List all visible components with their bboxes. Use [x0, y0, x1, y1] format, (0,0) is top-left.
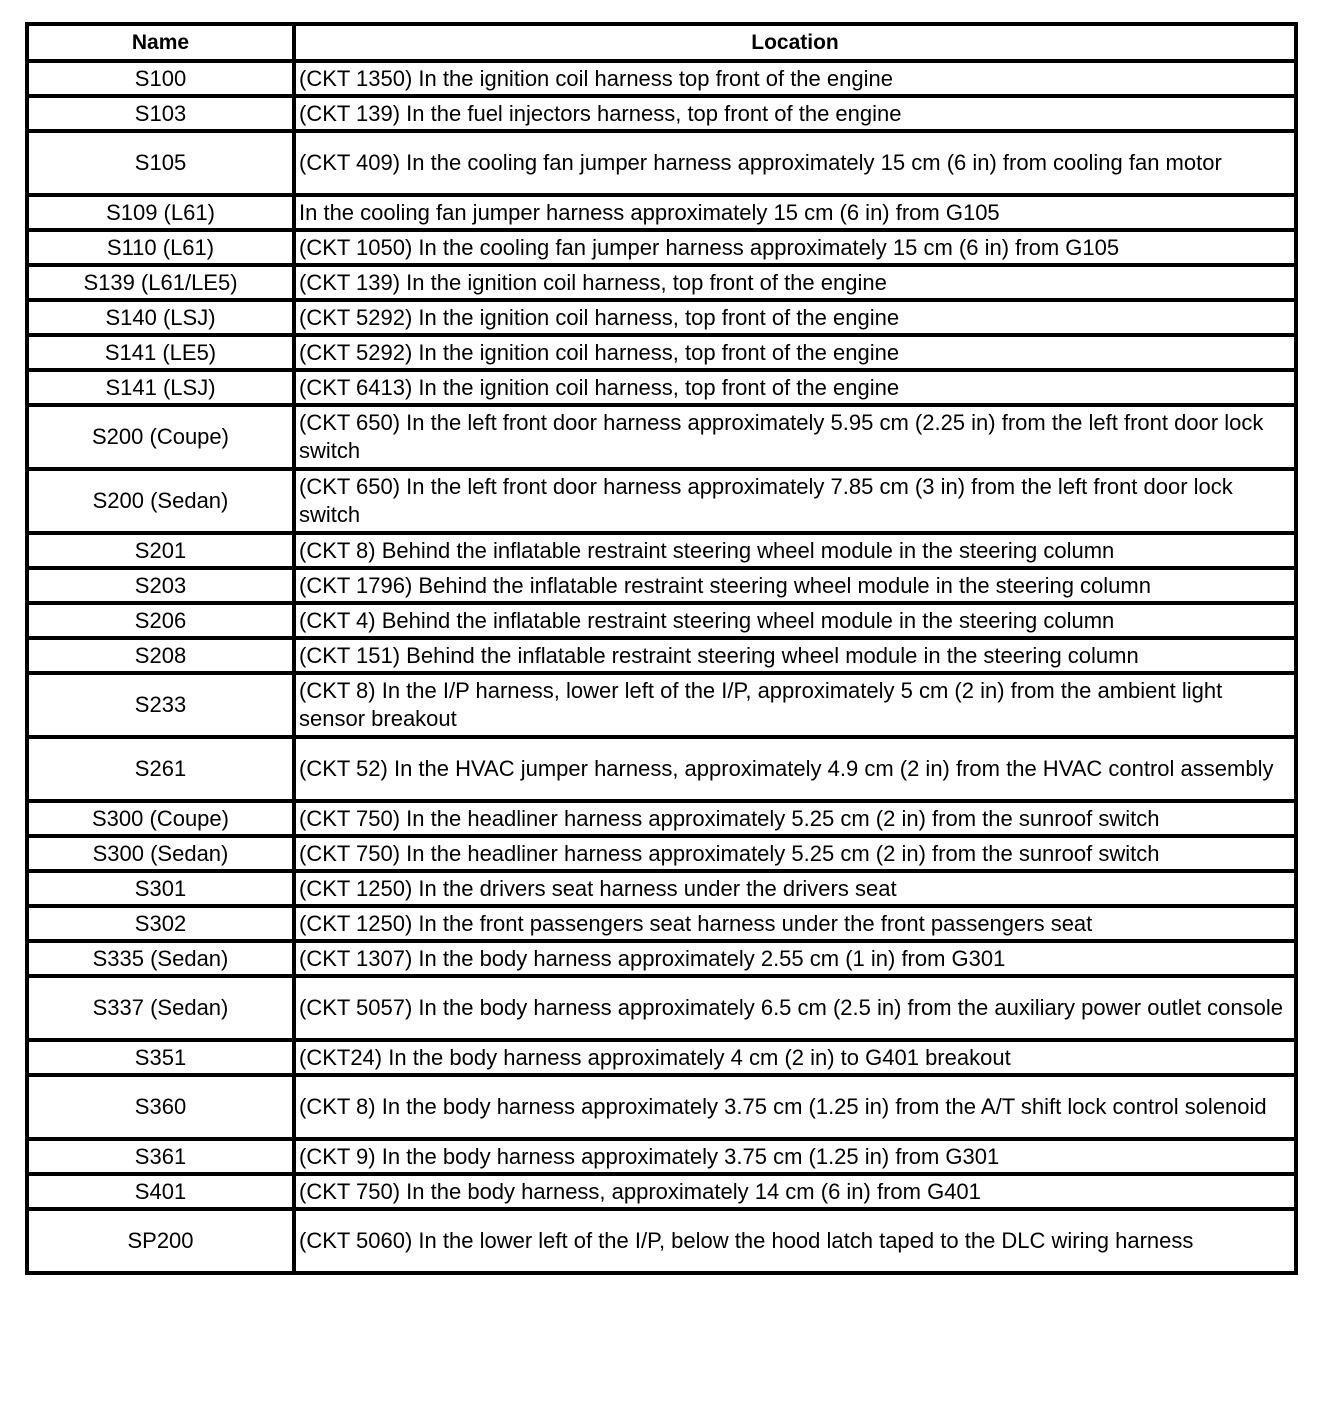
splice-location-cell: (CKT 1250) In the front passengers seat harness under the front passengers seat	[294, 906, 1296, 941]
table-row	[27, 265, 1296, 300]
splice-location-cell: (CKT 4) Behind the inflatable restraint steering wheel module in the steering column	[294, 603, 1296, 638]
splice-location-cell: (CKT 5292) In the ignition coil harness, top front of the engine	[294, 335, 1296, 370]
table-row	[27, 1209, 1296, 1273]
table-row	[27, 638, 1296, 673]
splice-name-cell: S337 (Sedan)	[27, 976, 294, 1040]
splice-name-cell: S206	[27, 603, 294, 638]
splice-name-cell: S302	[27, 906, 294, 941]
table-row	[27, 131, 1296, 195]
splice-location-cell: (CKT 8) In the I/P harness, lower left of the I/P, approximately 5 cm (2 in) from the ambient light sensor breakout	[294, 673, 1296, 737]
table-row	[27, 1075, 1296, 1139]
splice-name-cell: S301	[27, 871, 294, 906]
splice-name-cell: S401	[27, 1174, 294, 1209]
table-row	[27, 871, 1296, 906]
splice-name-cell: S139 (L61/LE5)	[27, 265, 294, 300]
splice-location-cell: (CKT 750) In the body harness, approximately 14 cm (6 in) from G401	[294, 1174, 1296, 1209]
splice-location-cell: (CKT 151) Behind the inflatable restraint steering wheel module in the steering column	[294, 638, 1296, 673]
table-row	[27, 976, 1296, 1040]
splice-location-cell: (CKT 1250) In the drivers seat harness under the drivers seat	[294, 871, 1296, 906]
table-row	[27, 1174, 1296, 1209]
table-row	[27, 801, 1296, 836]
table-row	[27, 906, 1296, 941]
splice-location-cell: (CKT 8) Behind the inflatable restraint steering wheel module in the steering column	[294, 533, 1296, 568]
splice-location-cell: (CKT 750) In the headliner harness approximately 5.25 cm (2 in) from the sunroof switch	[294, 801, 1296, 836]
splice-location-cell: (CKT 5060) In the lower left of the I/P, below the hood latch taped to the DLC wiring harness	[294, 1209, 1296, 1273]
splice-name-cell: S201	[27, 533, 294, 568]
table-row	[27, 568, 1296, 603]
splice-location-cell: (CKT 8) In the body harness approximately 3.75 cm (1.25 in) from the A/T shift lock control solenoid	[294, 1075, 1296, 1139]
splice-location-cell: (CKT 5292) In the ignition coil harness, top front of the engine	[294, 300, 1296, 335]
splice-name-cell: S203	[27, 568, 294, 603]
table-row	[27, 96, 1296, 131]
column-header-name: Name	[27, 24, 294, 61]
splice-location-cell: (CKT 750) In the headliner harness approximately 5.25 cm (2 in) from the sunroof switch	[294, 836, 1296, 871]
splice-location-cell: (CKT 1796) Behind the inflatable restraint steering wheel module in the steering column	[294, 568, 1296, 603]
splice-location-cell: (CKT 1050) In the cooling fan jumper harness approximately 15 cm (6 in) from G105	[294, 230, 1296, 265]
column-header-location: Location	[294, 24, 1296, 61]
table-row	[27, 61, 1296, 96]
table-row	[27, 405, 1296, 469]
splice-name-cell: S100	[27, 61, 294, 96]
splice-location-cell: (CKT 6413) In the ignition coil harness, top front of the engine	[294, 370, 1296, 405]
splice-name-cell: S351	[27, 1040, 294, 1075]
splice-name-cell: S140 (LSJ)	[27, 300, 294, 335]
splice-location-cell: (CKT 650) In the left front door harness approximately 7.85 cm (3 in) from the left front door lock switch	[294, 469, 1296, 533]
splice-location-cell: In the cooling fan jumper harness approximately 15 cm (6 in) from G105	[294, 195, 1296, 230]
table-row	[27, 603, 1296, 638]
table-row	[27, 1139, 1296, 1174]
splice-name-cell: S360	[27, 1075, 294, 1139]
table-row	[27, 1040, 1296, 1075]
splice-name-cell: S261	[27, 737, 294, 801]
splice-location-cell: (CKT 52) In the HVAC jumper harness, approximately 4.9 cm (2 in) from the HVAC control assembly	[294, 737, 1296, 801]
table-header-row	[27, 24, 1296, 61]
splice-location-cell: (CKT 1350) In the ignition coil harness top front of the engine	[294, 61, 1296, 96]
splice-name-cell: S109 (L61)	[27, 195, 294, 230]
splice-location-cell: (CKT24) In the body harness approximately 4 cm (2 in) to G401 breakout	[294, 1040, 1296, 1075]
splice-name-cell: S103	[27, 96, 294, 131]
table-row	[27, 300, 1296, 335]
splice-location-cell: (CKT 409) In the cooling fan jumper harness approximately 15 cm (6 in) from cooling fan motor	[294, 131, 1296, 195]
splice-name-cell: S300 (Coupe)	[27, 801, 294, 836]
splice-name-cell: S233	[27, 673, 294, 737]
table-row	[27, 195, 1296, 230]
table-row	[27, 335, 1296, 370]
table-row	[27, 469, 1296, 533]
splice-location-cell: (CKT 139) In the fuel injectors harness, top front of the engine	[294, 96, 1296, 131]
splice-name-cell: S200 (Coupe)	[27, 405, 294, 469]
table-row	[27, 370, 1296, 405]
splice-location-table	[25, 22, 1298, 1275]
table-row	[27, 230, 1296, 265]
splice-name-cell: S335 (Sedan)	[27, 941, 294, 976]
table-row	[27, 533, 1296, 568]
splice-name-cell: S141 (LSJ)	[27, 370, 294, 405]
table-row	[27, 941, 1296, 976]
splice-name-cell: S300 (Sedan)	[27, 836, 294, 871]
table-row	[27, 737, 1296, 801]
splice-name-cell: S208	[27, 638, 294, 673]
splice-location-cell: (CKT 139) In the ignition coil harness, top front of the engine	[294, 265, 1296, 300]
splice-name-cell: S105	[27, 131, 294, 195]
splice-name-cell: S361	[27, 1139, 294, 1174]
table-row	[27, 673, 1296, 737]
table-body	[27, 61, 1296, 1273]
splice-location-cell: (CKT 1307) In the body harness approximately 2.55 cm (1 in) from G301	[294, 941, 1296, 976]
splice-name-cell: SP200	[27, 1209, 294, 1273]
table-row	[27, 836, 1296, 871]
splice-location-cell: (CKT 9) In the body harness approximately 3.75 cm (1.25 in) from G301	[294, 1139, 1296, 1174]
splice-name-cell: S141 (LE5)	[27, 335, 294, 370]
splice-location-cell: (CKT 650) In the left front door harness approximately 5.95 cm (2.25 in) from the left front door lock switch	[294, 405, 1296, 469]
splice-name-cell: S200 (Sedan)	[27, 469, 294, 533]
splice-location-cell: (CKT 5057) In the body harness approximately 6.5 cm (2.5 in) from the auxiliary power outlet console	[294, 976, 1296, 1040]
splice-name-cell: S110 (L61)	[27, 230, 294, 265]
